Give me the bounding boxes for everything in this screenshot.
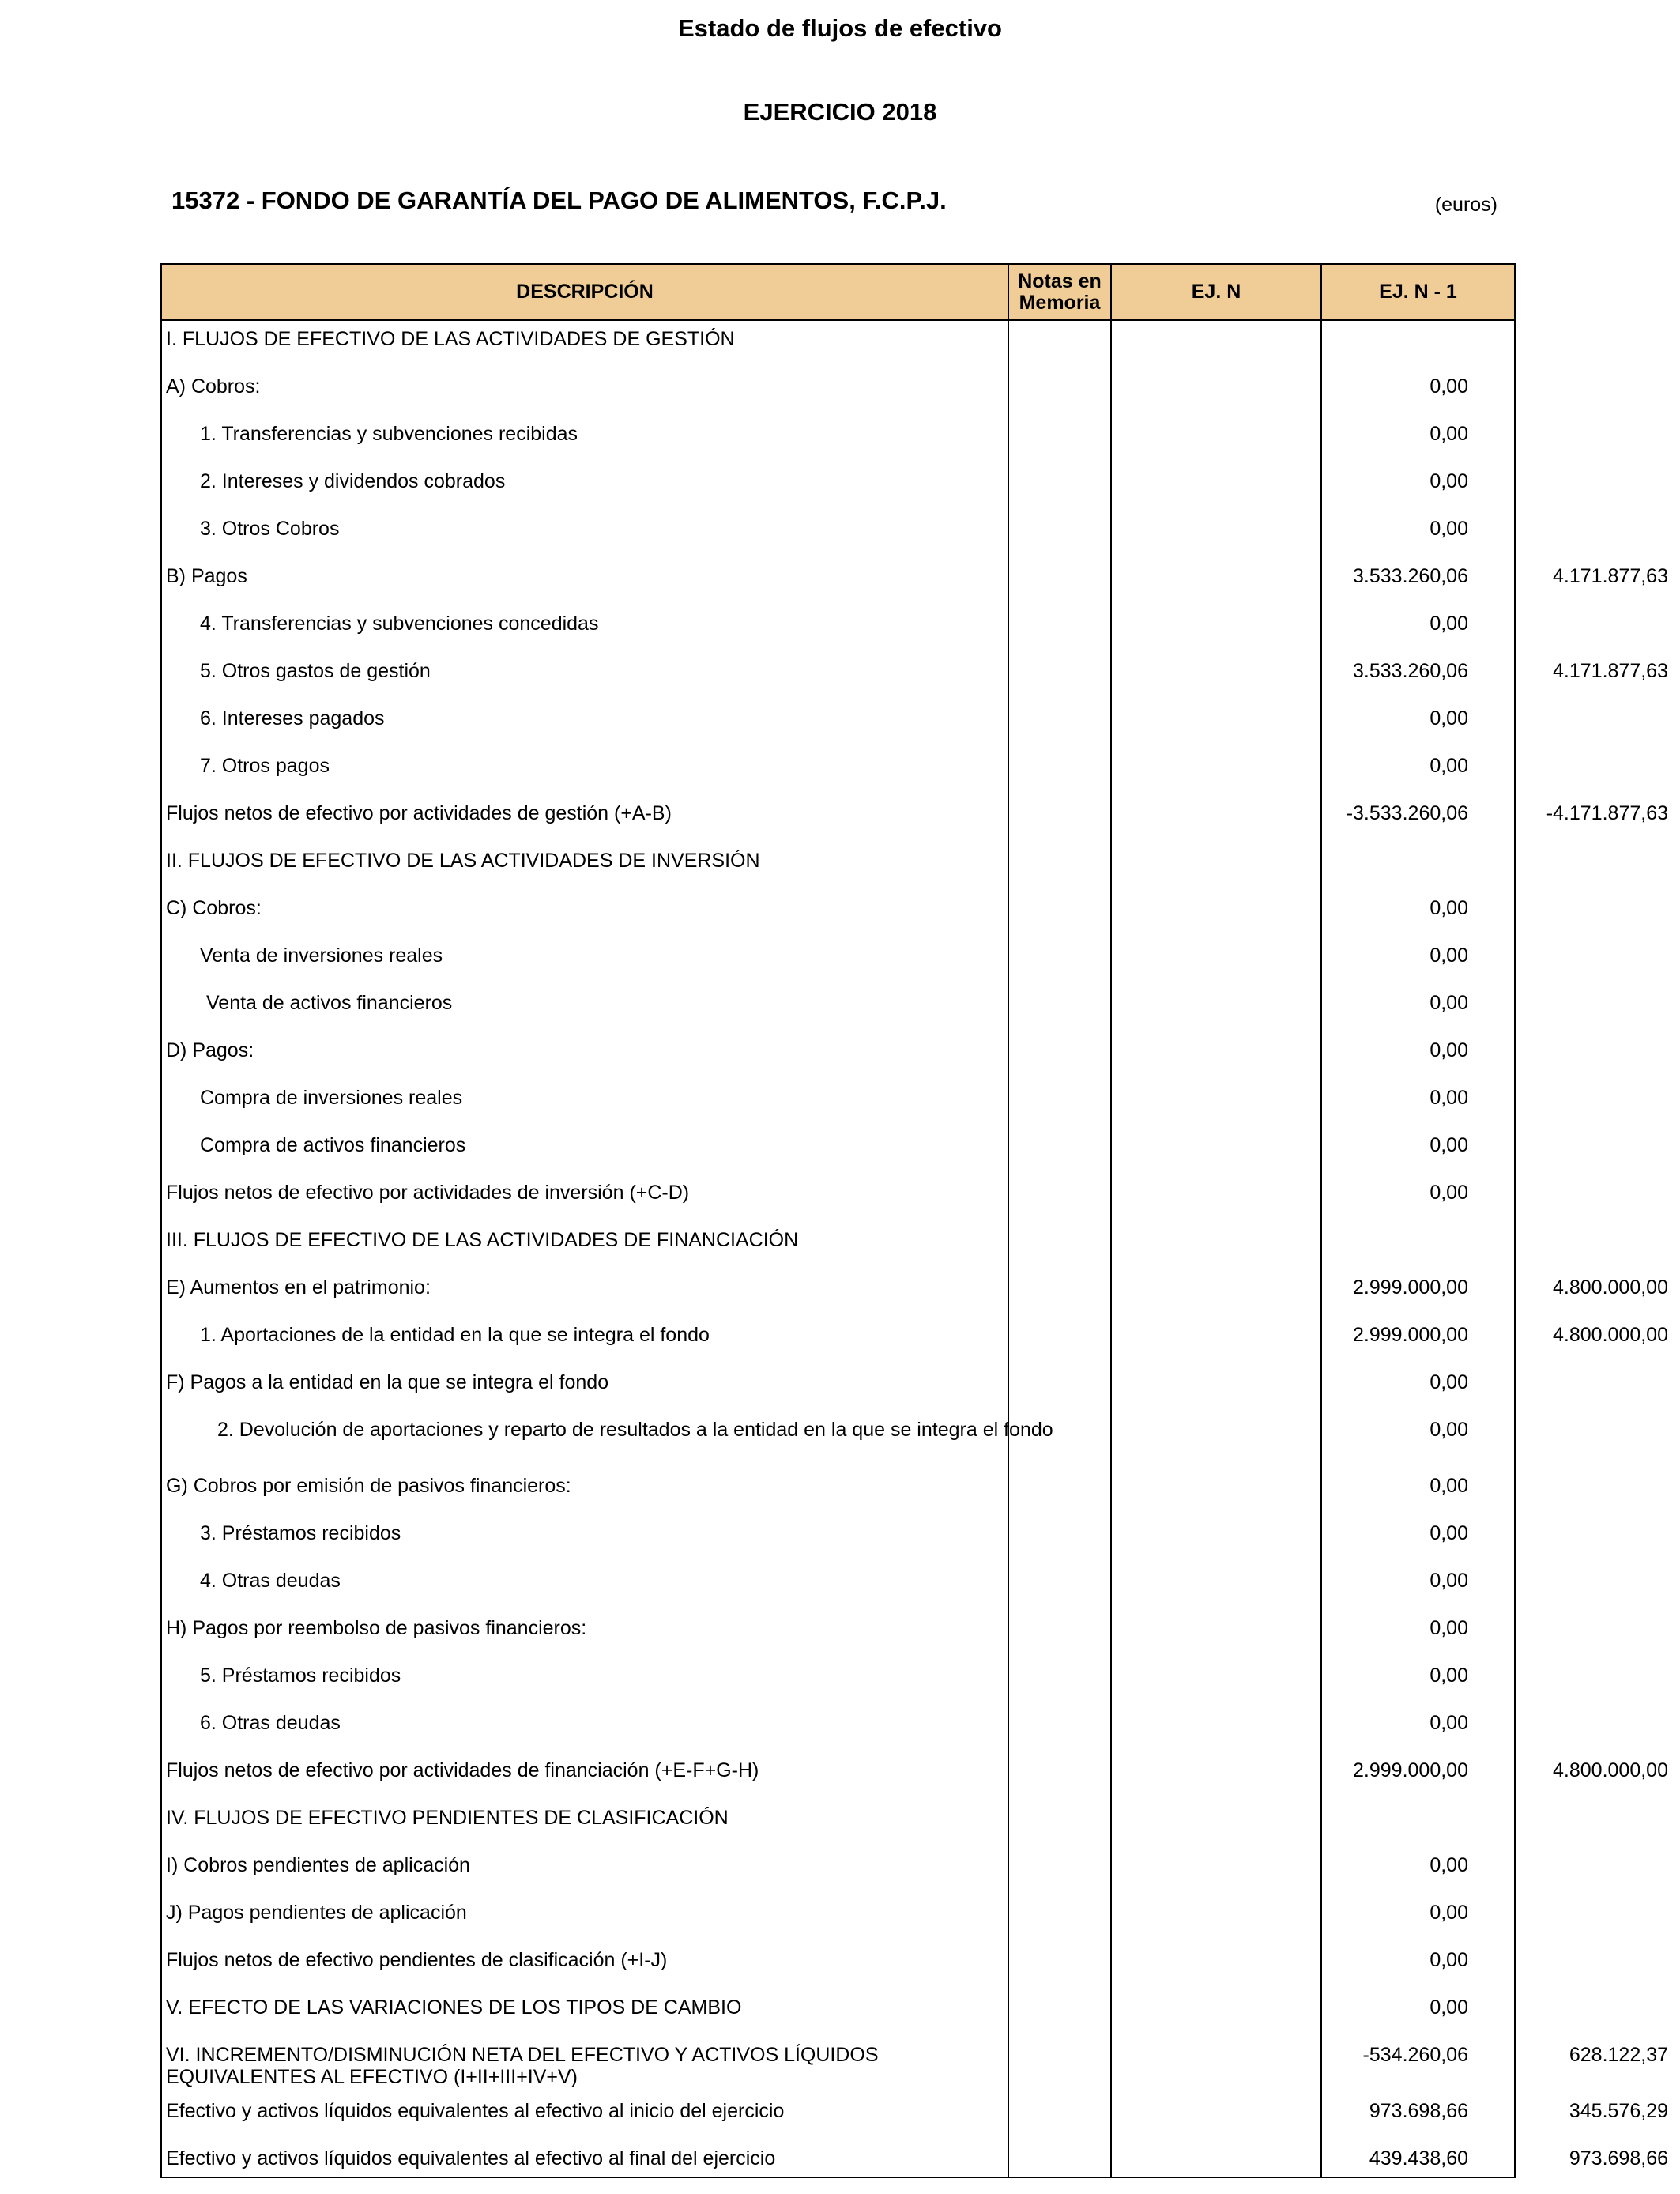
row-label: Compra de activos financieros: [200, 1134, 466, 1156]
header-description: DESCRIPCIÓN: [516, 281, 654, 303]
row-label: 4. Transferencias y subvenciones concedidas: [200, 613, 599, 635]
value-current: 0,00: [1430, 423, 1468, 445]
row-label: H) Pagos por reembolso de pasivos financieros:: [166, 1617, 587, 1639]
row-label: 1. Transferencias y subvenciones recibidas: [200, 423, 578, 445]
value-previous: 973.698,66: [1569, 2147, 1668, 2169]
column-divider: [1110, 265, 1112, 2177]
value-current: 2.999.000,00: [1353, 1324, 1468, 1346]
column-divider: [1320, 265, 1322, 2177]
row-label: VI. INCREMENTO/DISMINUCIÓN NETA DEL EFECTIVO Y ACTIVOS LÍQUIDOS EQUIVALENTES AL EFECTIVO (I+II+III+IV+V): [166, 2044, 879, 2088]
row-label: Flujos netos de efectivo por actividades de gestión (+A-B): [166, 802, 672, 824]
value-current: 0,00: [1430, 897, 1468, 919]
row-label: E) Aumentos en el patrimonio:: [166, 1276, 431, 1299]
value-current: 0,00: [1430, 518, 1468, 540]
value-current: 973.698,66: [1369, 2100, 1468, 2122]
row-label: III. FLUJOS DE EFECTIVO DE LAS ACTIVIDADES DE FINANCIACIÓN: [166, 1229, 799, 1251]
value-previous: 4.171.877,63: [1553, 565, 1668, 587]
value-current: 0,00: [1430, 1996, 1468, 2019]
value-current: 3.533.260,06: [1353, 660, 1468, 682]
value-current: 0,00: [1430, 1854, 1468, 1876]
value-current: 0,00: [1430, 1182, 1468, 1204]
value-current: 0,00: [1430, 1522, 1468, 1544]
cash-flow-table: [160, 263, 1516, 2178]
value-current: 439.438,60: [1369, 2147, 1468, 2169]
value-current: -534.260,06: [1362, 2044, 1468, 2066]
value-current: 0,00: [1430, 613, 1468, 635]
row-label: I. FLUJOS DE EFECTIVO DE LAS ACTIVIDADES DE GESTIÓN: [166, 328, 735, 350]
value-current: 0,00: [1430, 375, 1468, 398]
row-label: 2. Devolución de aportaciones y reparto de resultados a la entidad en la que se integra el fondo: [217, 1419, 1053, 1441]
value-previous: 4.800.000,00: [1553, 1759, 1668, 1781]
row-label: 3. Otros Cobros: [200, 518, 340, 540]
row-label: Venta de activos financieros: [206, 992, 453, 1014]
value-previous: 4.800.000,00: [1553, 1276, 1668, 1299]
row-label: Flujos netos de efectivo pendientes de clasificación (+I-J): [166, 1949, 668, 1971]
value-current: 0,00: [1430, 1419, 1468, 1441]
exercise-year: EJERCICIO 2018: [743, 98, 937, 126]
report-title: Estado de flujos de efectivo: [678, 14, 1002, 42]
row-label: G) Cobros por emisión de pasivos financieros:: [166, 1475, 571, 1497]
value-previous: -4.171.877,63: [1546, 802, 1668, 824]
value-current: 0,00: [1430, 944, 1468, 967]
value-current: 0,00: [1430, 1712, 1468, 1734]
row-label: 6. Intereses pagados: [200, 707, 385, 729]
value-previous: 628.122,37: [1569, 2044, 1668, 2066]
row-label: 6. Otras deudas: [200, 1712, 341, 1734]
row-label: J) Pagos pendientes de aplicación: [166, 1902, 467, 1924]
row-label: B) Pagos: [166, 565, 247, 587]
row-label: V. EFECTO DE LAS VARIACIONES DE LOS TIPOS DE CAMBIO: [166, 1996, 742, 2019]
currency-unit: (euros): [1434, 194, 1497, 216]
value-current: 0,00: [1430, 1664, 1468, 1687]
value-current: 0,00: [1430, 1902, 1468, 1924]
row-label: Flujos netos de efectivo por actividades de inversión (+C-D): [166, 1182, 690, 1204]
value-current: 0,00: [1430, 1087, 1468, 1109]
value-current: 0,00: [1430, 992, 1468, 1014]
value-current: 3.533.260,06: [1353, 565, 1468, 587]
entity-name: 15372 - FONDO DE GARANTÍA DEL PAGO DE ALIMENTOS, F.C.P.J.: [171, 187, 947, 214]
row-label: Efectivo y activos líquidos equivalentes al efectivo al inicio del ejercicio: [166, 2100, 785, 2122]
value-current: 2.999.000,00: [1353, 1276, 1468, 1299]
value-current: 0,00: [1430, 1570, 1468, 1592]
row-label: F) Pagos a la entidad en la que se integra el fondo: [166, 1371, 609, 1393]
row-label: Venta de inversiones reales: [200, 944, 443, 967]
row-label: A) Cobros:: [166, 375, 261, 398]
row-label: 4. Otras deudas: [200, 1570, 341, 1592]
row-label: IV. FLUJOS DE EFECTIVO PENDIENTES DE CLASIFICACIÓN: [166, 1807, 729, 1829]
value-current: 0,00: [1430, 1039, 1468, 1061]
row-label: 3. Préstamos recibidos: [200, 1522, 401, 1544]
value-current: 0,00: [1430, 1134, 1468, 1156]
row-label: 2. Intereses y dividendos cobrados: [200, 470, 506, 492]
value-current: 0,00: [1430, 755, 1468, 777]
value-current: 0,00: [1430, 1949, 1468, 1971]
value-current: 2.999.000,00: [1353, 1759, 1468, 1781]
row-label: Compra de inversiones reales: [200, 1087, 463, 1109]
value-current: 0,00: [1430, 707, 1468, 729]
column-divider: [1008, 265, 1009, 2177]
row-label: D) Pagos:: [166, 1039, 254, 1061]
row-label: 5. Otros gastos de gestión: [200, 660, 431, 682]
row-label: Efectivo y activos líquidos equivalentes al efectivo al final del ejercicio: [166, 2147, 776, 2169]
row-label: I) Cobros pendientes de aplicación: [166, 1854, 470, 1876]
value-current: 0,00: [1430, 1475, 1468, 1497]
row-label: 1. Aportaciones de la entidad en la que se integra el fondo: [200, 1324, 710, 1346]
header-current-year: EJ. N: [1191, 281, 1241, 303]
value-previous: 4.171.877,63: [1553, 660, 1668, 682]
value-current: 0,00: [1430, 1371, 1468, 1393]
value-previous: 345.576,29: [1569, 2100, 1668, 2122]
value-previous: 4.800.000,00: [1553, 1324, 1668, 1346]
value-current: 0,00: [1430, 1617, 1468, 1639]
value-current: -3.533.260,06: [1346, 802, 1468, 824]
value-current: 0,00: [1430, 470, 1468, 492]
header-notes: Notas en Memoria: [1018, 270, 1102, 314]
row-label: 5. Préstamos recibidos: [200, 1664, 401, 1687]
row-label: 7. Otros pagos: [200, 755, 330, 777]
row-label: C) Cobros:: [166, 897, 262, 919]
row-label: II. FLUJOS DE EFECTIVO DE LAS ACTIVIDADES DE INVERSIÓN: [166, 850, 760, 872]
row-label: Flujos netos de efectivo por actividades de financiación (+E-F+G-H): [166, 1759, 759, 1781]
header-previous-year: EJ. N - 1: [1379, 281, 1457, 303]
